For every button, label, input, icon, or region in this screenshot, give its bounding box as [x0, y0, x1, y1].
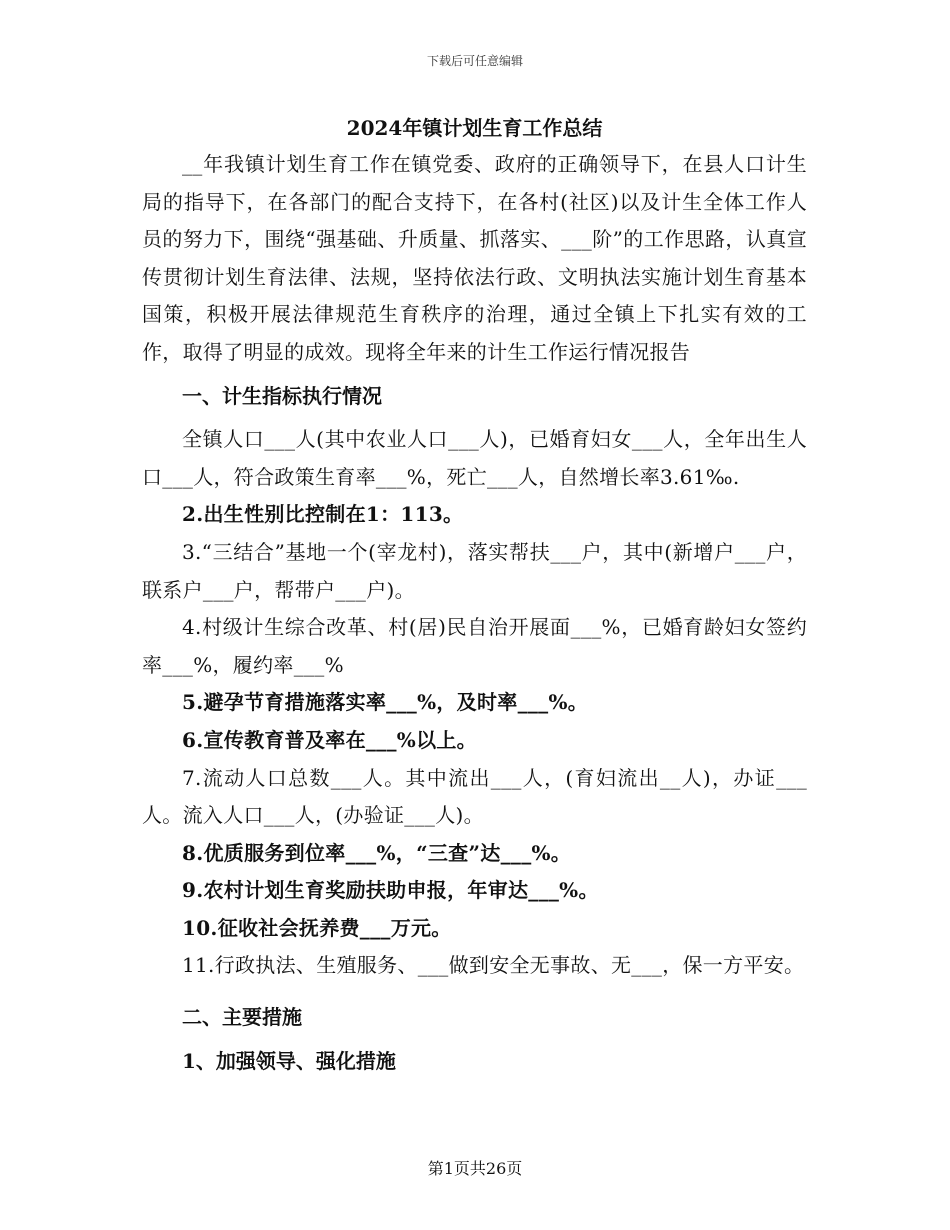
indicator-item-5: 5.避孕节育措施落实率___%，及时率___%。 — [182, 690, 589, 715]
document-title: 2024年镇计划生育工作总结 — [346, 116, 603, 140]
indicator-item-7: 7.流动人口总数___人。其中流出___人，(育妇流出__人)，办证___人。流入人口___人，(办验证___人)。 — [142, 765, 807, 828]
indicator-item-2: 2.出生性别比控制在1：113。 — [182, 502, 464, 527]
indicator-item-10: 10.征收社会抚养费___万元。 — [182, 915, 452, 940]
header-note: 下载后可任意编辑 — [426, 54, 523, 68]
indicator-item-4: 4.村级计生综合改革、村(居)民自治开展面___%，已婚育龄妇女签约率___%，履约率___% — [142, 615, 807, 677]
indicator-item-9: 9.农村计划生育奖励扶助申报，年审达___%。 — [182, 878, 599, 903]
indicator-item-3: 3.“三结合”基地一个(宰龙村)，落实帮扶___户，其中(新增户___户，联系户___户，帮带户___户)。 — [142, 539, 807, 602]
indicator-item-6: 6.宣传教育普及率在___%以上。 — [182, 727, 477, 752]
section2-heading: 二、主要措施 — [182, 1005, 302, 1030]
section1-heading: 一、计生指标执行情况 — [182, 383, 382, 408]
intro-paragraph: __年我镇计划生育工作在镇党委、政府的正确领导下，在县人口计生局的指导下，在各部门的配合支持下，在各村(社区)以及计生全体工作人员的努力下，围绕“强基础、升质量、抓落实、___阶”的工作思路，认真宣传贯彻计划生育法律、法规，坚持依法行政、文明执法实施计划生育基本国策，积极开展法律规范生育秩序的治理，通过全镇上下扎实有效的工作，取得了明显的成效。现将全年来的计生工作运行情况报告 — [142, 152, 807, 364]
document-body — [142, 110, 807, 1080]
indicator-item-1: 全镇人口___人(其中农业人口___人)，已婚育妇女___人，全年出生人口___人，符合政策生育率___%，死亡___人，自然增长率3.61‰. — [142, 427, 807, 489]
indicator-item-11: 11.行政执法、生殖服务、___做到安全无事故、无___，保一方平安。 — [182, 953, 805, 978]
indicator-item-8: 8.优质服务到位率___%，“三查”达___%。 — [182, 840, 572, 865]
page-number: 第1页共26页 — [427, 1159, 523, 1178]
subsection1-heading: 1、加强领导、强化措施 — [182, 1048, 396, 1073]
